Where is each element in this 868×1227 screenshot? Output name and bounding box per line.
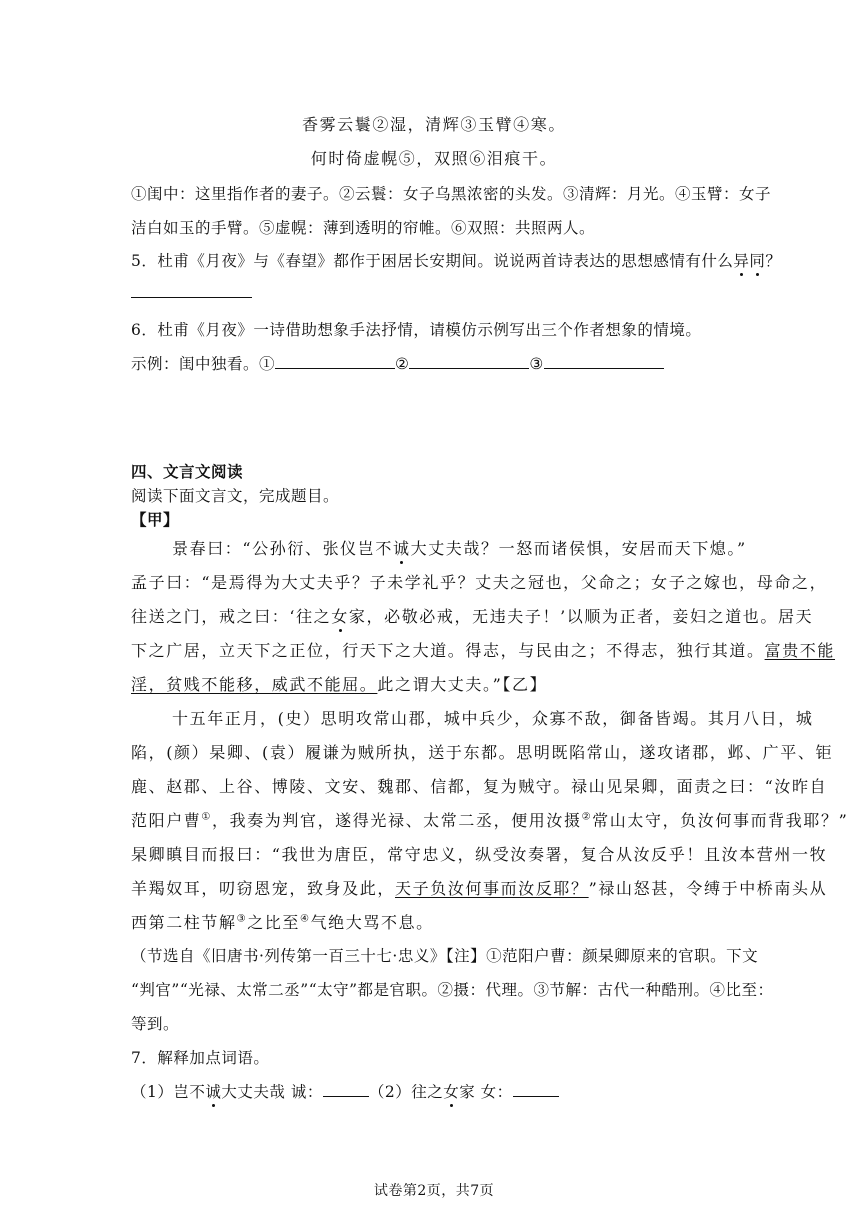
yi-l7-b: 之比至	[247, 913, 300, 932]
yi-line-6	[131, 876, 827, 899]
section-instruction: 阅读下面文言文，完成题目。	[131, 487, 340, 505]
q6-example-row	[131, 352, 664, 374]
q7-answer-2[interactable]	[513, 1082, 559, 1097]
jia-p2-l2-a: 往送之门，戒之曰：‘往之	[131, 607, 332, 626]
jia-p1-a: 景春曰：“公孙衍、张仪岂不	[172, 539, 393, 558]
note-ref-3: ③	[236, 913, 248, 925]
yi-l7-c: 气绝大骂不息。	[310, 913, 434, 932]
q5-end: ？	[765, 252, 782, 270]
question-7: 7．解释加点词语。	[131, 1049, 270, 1067]
source-line-1: （节选自《旧唐书·列传第一百三十七·忠义》【注】①范阳户曹：颜杲卿原来的官职。下文	[131, 947, 759, 965]
jia-p2-line-4	[131, 672, 547, 695]
q6-mark-3: ③	[529, 355, 544, 373]
yi-l7-a: 西第二柱节解	[131, 913, 237, 932]
q7-item1-b: 大丈夫哉 诚：	[221, 1083, 323, 1101]
q6-example-label: 示例：闺中独看。①	[131, 355, 276, 373]
note-ref-1: ①	[201, 811, 212, 823]
yi-line-7	[131, 910, 434, 933]
yi-line-1: 十五年正月，(史）思明攻常山郡，城中兵少，众寡不敌，御备皆竭。其月八日，城	[172, 709, 814, 728]
question-5	[131, 249, 781, 271]
jia-p2-line-3	[131, 638, 835, 661]
question-6: 6．杜甫《月夜》一诗借助想象手法抒情，请模仿示例写出三个作者想象的情境。	[131, 321, 702, 339]
yi-underlined: 天子负汝何事而汝反耶？	[395, 879, 589, 898]
poem-line-1: 香雾云鬟②湿，清辉③玉臂④寒。	[301, 115, 566, 134]
yi-l4-b: ，我奏为判官，遂得光禄、太常二丞，便用汝摄	[211, 811, 582, 830]
q7-item2-b: 家 女：	[459, 1083, 513, 1101]
yi-l6-b: ”禄山怒甚，令缚于中桥南头从	[588, 879, 828, 898]
q5-answer-line[interactable]	[131, 283, 252, 302]
page-footer: 试卷第2页，共7页	[373, 1183, 495, 1199]
q6-answer-3[interactable]	[544, 354, 664, 369]
notes-line-2: 洁白如玉的手臂。⑤虚幌：薄到透明的帘帷。⑥双照：共照两人。	[131, 219, 596, 237]
source-line-3: 等到。	[131, 1015, 180, 1033]
jia-underlined-2: 淫，贫贱不能移，威武不能屈。	[131, 675, 378, 694]
yi-l6-a: 羊羯奴耳，叨窃恩宠，致身及此，	[131, 879, 396, 898]
yi-line-2: 陷，(颜）杲卿、(袁）履谦为贼所执，送于东都。思明既陷常山，遂攻诸郡，邺、广平、钜	[131, 743, 834, 762]
jia-p1-b: 大丈夫哉？一怒而诸侯惧，安居而天下熄。”	[410, 539, 747, 558]
jia-p2-line-1: 孟子曰：“是焉得为大丈夫乎？子未学礼乎？丈夫之冠也，父命之；女子之嫁也，母命之，	[131, 573, 828, 592]
q6-mark-2: ②	[395, 355, 410, 373]
q7-item2-dotted: 女	[443, 1080, 459, 1102]
jia-p2-line-2	[131, 604, 813, 627]
jia-p1-dotted: 诚	[393, 536, 411, 559]
poem-line-2: 何时倚虚幌⑤，双照⑥泪痕干。	[310, 149, 558, 168]
q6-answer-1[interactable]	[275, 354, 395, 369]
notes-line-1: ①闺中：这里指作者的妻子。②云鬟：女子乌黑浓密的头发。③清辉：月光。④玉臂：女子	[131, 185, 772, 203]
jia-underlined-1: 富贵不能	[764, 641, 836, 660]
yi-line-5: 杲卿瞋目而报曰：“我世为唐臣，常守忠义，纵受汝奏署，复合从汝反乎！且汝本营州一牧	[131, 845, 828, 864]
jia-p2-l4-b: 此之谓大丈夫。”【乙】	[377, 675, 548, 694]
yi-l4-a: 范阳户曹	[131, 811, 202, 830]
q7-answer-1[interactable]	[323, 1082, 369, 1097]
note-ref-4: ④	[300, 913, 311, 925]
yi-line-3: 鹿、赵郡、上谷、博陵、文安、魏郡、信都，复为贼守。禄山见杲卿，面责之曰：“汝昨自	[131, 777, 828, 796]
jia-p2-dotted: 女	[331, 604, 349, 627]
q7-item2-a: （2）往之	[368, 1083, 444, 1101]
jia-p2-l2-b: 家，必敬必戒，无违夫子！’以顺为正者，妾妇之道也。居天	[348, 607, 814, 626]
jia-label: 【甲】	[131, 510, 180, 529]
section-title: 四、文言文阅读	[131, 463, 244, 481]
q6-answer-2[interactable]	[409, 354, 529, 369]
q7-items	[131, 1080, 559, 1102]
q5-text: 5．杜甫《月夜》与《春望》都作于困居长安期间。说说两首诗表达的思想感情有什么	[131, 252, 734, 270]
q7-item1-a: （1）岂不	[131, 1083, 206, 1101]
q5-dotted-1: 异	[733, 249, 749, 271]
jia-p2-l3-a: 下之广居，立天下之正位，行天下之大道。得志，与民由之；不得志，独行其道。	[131, 641, 765, 660]
q5-dotted-2: 同	[749, 249, 765, 271]
q7-item1-dotted: 诚	[205, 1080, 221, 1102]
note-ref-2: ②	[581, 811, 593, 823]
source-line-2: “判官”“光禄、太常二丞”“太守”都是官职。②摄：代理。③节解：古代一种酷刑。④比至：	[131, 981, 774, 999]
yi-line-4	[131, 808, 848, 831]
yi-l4-c: 常山太守，负汝何事而背我耶？”	[592, 811, 849, 830]
jia-paragraph-1	[172, 536, 747, 559]
